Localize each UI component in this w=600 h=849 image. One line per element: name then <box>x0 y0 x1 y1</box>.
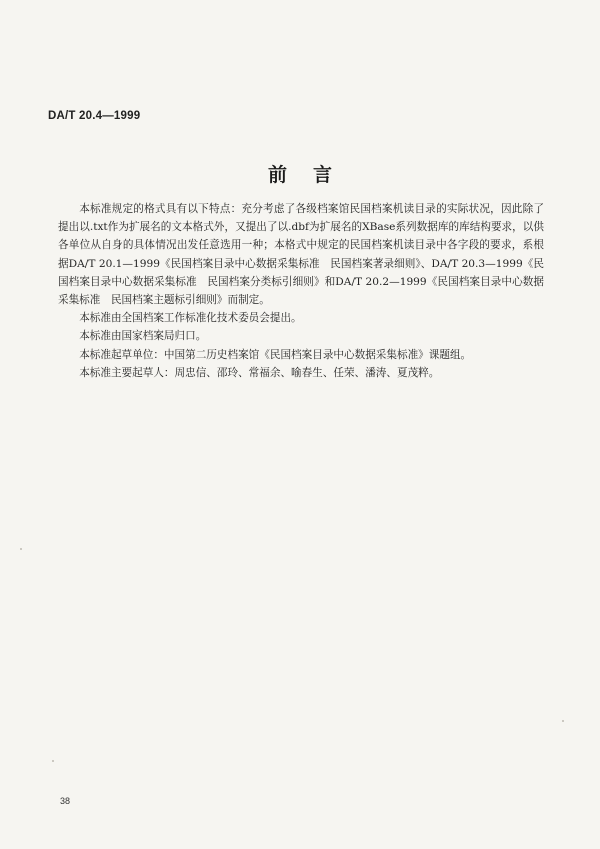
body-text <box>58 200 544 382</box>
paragraph-drafting-unit: 本标准起草单位：中国第二历史档案馆《民国档案目录中心数据采集标准》课题组。 <box>79 348 472 361</box>
scan-speck <box>52 760 54 762</box>
standard-code: DA/T 20.4—1999 <box>48 110 141 122</box>
paragraph-features: 本标准规定的格式具有以下特点：充分考虑了各级档案馆民国档案机读目录的实际状况，因此除了提出以.txt作为扩展名的文本格式外，又提出了以.dbf为扩展名的XBase系列数据库的库结构要求，以供各单位从自身的具体情况出发任意选用一种；本格式中规定的民国档案机读目录中各字段的要求，系根据DA/T 20.1—1999《民国档案目录中心数据采集标准 民国档案著录细则》、DA/T 20.3—1999《民国档案目录中心数据采集标准 民国档案分类标引细则》和DA/T 20.2—1999《民国档案目录中心数据采集标准 民国档案主题标引细则》而制定。 <box>58 203 544 307</box>
scan-speck <box>20 548 22 550</box>
page-title: 前言 <box>267 164 358 186</box>
paragraph-administrator: 本标准由国家档案局归口。 <box>79 330 207 343</box>
scan-speck <box>562 720 564 722</box>
paragraph-drafters: 本标准主要起草人：周忠信、邵玲、常福余、喻春生、任荣、潘涛、夏茂粹。 <box>79 366 440 379</box>
paragraph-proposer: 本标准由全国档案工作标准化技术委员会提出。 <box>79 312 302 325</box>
page-number: 38 <box>60 796 71 806</box>
